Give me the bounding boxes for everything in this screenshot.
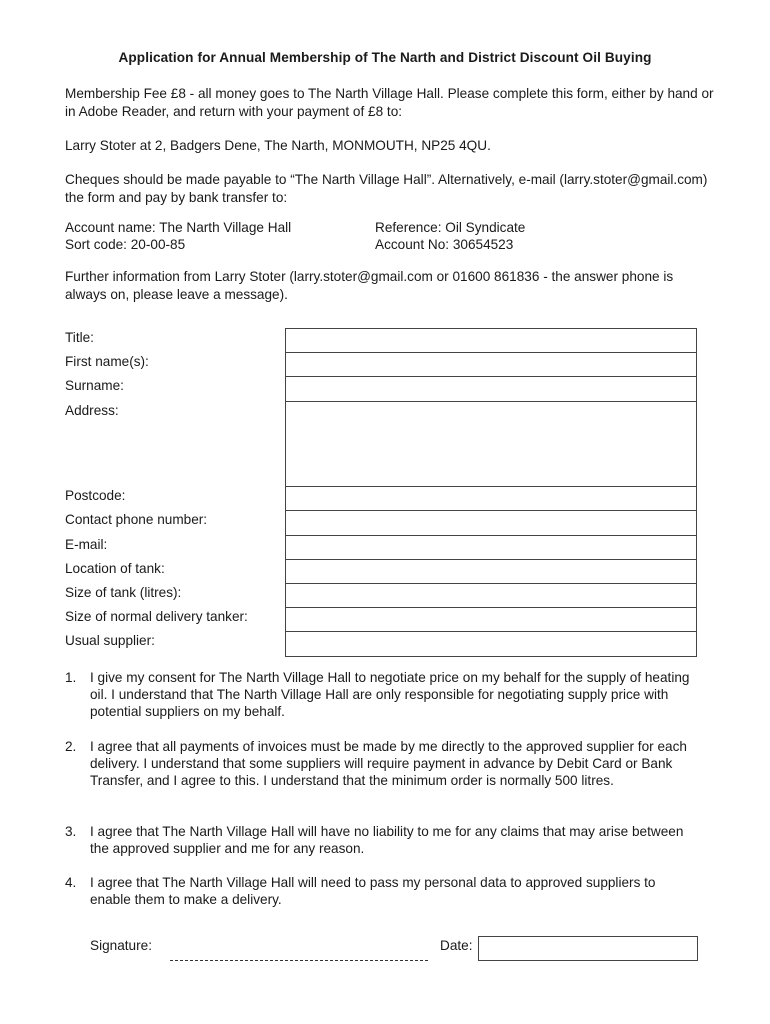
account-name: Account name: The Narth Village Hall [65,220,292,235]
term-3-text: I agree that The Narth Village Hall will have no liability to me for any claims that may arise between the approved supplier and me for any reason. [90,824,684,857]
term-4-number: 4. [65,875,77,890]
surname-field[interactable] [285,376,697,402]
phone-field[interactable] [285,510,697,536]
signature-line[interactable] [170,960,428,961]
account-number: Account No: 30654523 [375,237,514,252]
first-names-label: First name(s): [65,354,149,369]
term-1-number: 1. [65,670,77,685]
first-names-field[interactable] [285,352,697,377]
tank-size-field[interactable] [285,583,697,608]
email-label: E-mail: [65,537,108,552]
cheques-paragraph: Cheques should be made payable to “The Narth Village Hall”. Alternatively, e-mail (larry.stoter@gmail.com) the form and pay by bank transfer to: [65,172,708,205]
membership-fee-paragraph: Membership Fee £8 - all money goes to The Narth Village Hall. Please complete this form, either by hand or in Adobe Reader, and return with your payment of £8 to: [65,86,714,119]
tank-size-label: Size of tank (litres): [65,585,182,600]
payment-reference: Reference: Oil Syndicate [375,220,526,235]
postal-address-paragraph: Larry Stoter at 2, Badgers Dene, The Narth, MONMOUTH, NP25 4QU. [65,138,491,153]
date-label: Date: [440,938,473,953]
further-info-paragraph: Further information from Larry Stoter (larry.stoter@gmail.com or 01600 861836 - the answer phone is always on, please leave a message). [65,269,674,302]
address-field[interactable] [285,401,697,487]
term-2-number: 2. [65,739,77,754]
title-field[interactable] [285,328,697,353]
term-3-number: 3. [65,824,77,839]
supplier-field[interactable] [285,631,697,657]
sort-code: Sort code: 20-00-85 [65,237,186,252]
phone-label: Contact phone number: [65,512,208,527]
term-2-text: I agree that all payments of invoices must be made by me directly to the approved supplier for each delivery. I understand that some suppliers will require payment in advance by Debit Card or Bank Transfer, and I agree to this. I understand that the minimum order is normally 500 litres. [90,739,687,789]
address-label: Address: [65,403,119,418]
tank-location-field[interactable] [285,559,697,584]
surname-label: Surname: [65,378,124,393]
tanker-size-label: Size of normal delivery tanker: [65,609,248,624]
signature-label: Signature: [90,938,152,953]
term-4-text: I agree that The Narth Village Hall will need to pass my personal data to approved suppliers to enable them to make a delivery. [90,875,656,908]
supplier-label: Usual supplier: [65,633,155,648]
email-field[interactable] [285,535,697,560]
tanker-size-field[interactable] [285,607,697,632]
title-label: Title: [65,330,94,345]
postcode-label: Postcode: [65,488,126,503]
form-title: Application for Annual Membership of The Narth and District Discount Oil Buying [118,50,652,65]
postcode-field[interactable] [285,486,697,511]
term-1-text: I give my consent for The Narth Village Hall to negotiate price on my behalf for the supply of heating oil. I understand that The Narth Village Hall are only responsible for negotiating supply price with potential suppliers on my behalf. [90,670,690,720]
tank-location-label: Location of tank: [65,561,165,576]
date-field[interactable] [478,936,698,961]
